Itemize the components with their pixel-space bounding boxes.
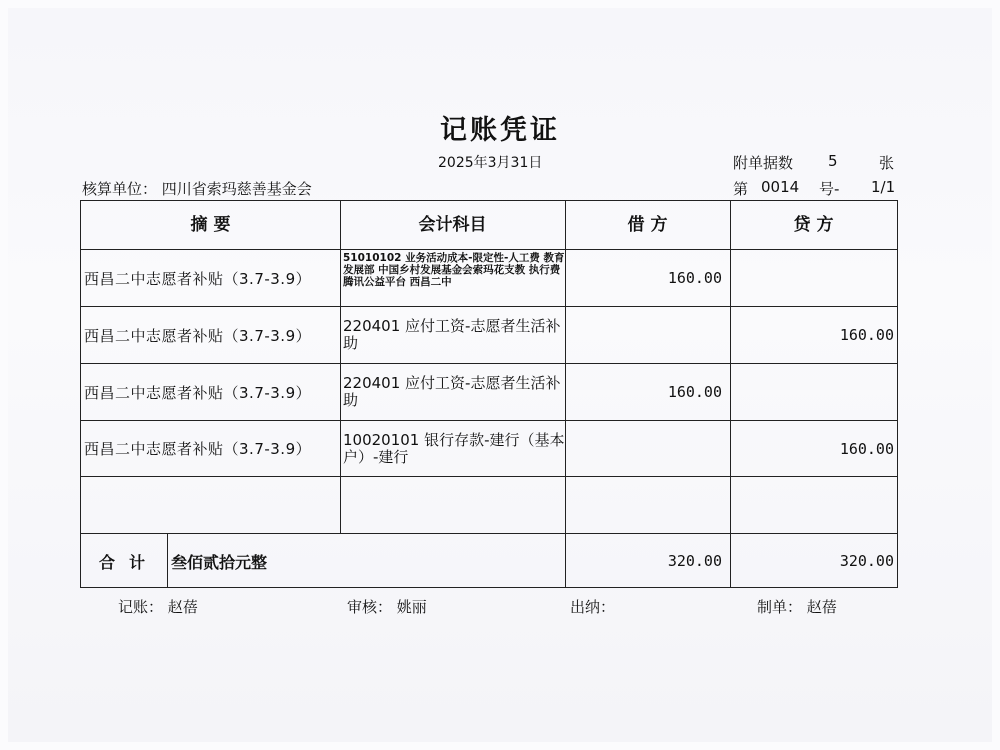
total-in-words: 叁佰贰拾元整 — [171, 552, 268, 572]
header-debit: 借 方 — [627, 215, 668, 235]
header-summary: 摘 要 — [190, 215, 231, 235]
total-label: 合计 — [98, 552, 159, 572]
row-3-debit: 160.00 — [667, 383, 722, 401]
attachment-number: 5 — [828, 152, 838, 170]
voucher-prefix: 第 — [733, 180, 749, 198]
row-2-debit — [566, 307, 726, 363]
row-4-debit — [566, 421, 726, 476]
voucher-page: 1/1 — [871, 178, 896, 196]
bookkeeper-signature: 记账： 赵蓓 — [118, 598, 198, 616]
voucher-suffix: 号- — [819, 180, 840, 198]
row-1-summary: 西昌二中志愿者补贴（3.7-3.9） — [84, 269, 312, 288]
row-2-summary: 西昌二中志愿者补贴（3.7-3.9） — [84, 326, 312, 345]
row-1-account: 51010102 业务活动成本-限定性-人工费 教育发展部 中国乡村发展基金会索玛花支教 执行费 腾讯公益平台 西昌二中 — [343, 252, 565, 288]
row-3-credit — [731, 364, 898, 420]
row-2-credit: 160.00 — [839, 326, 894, 344]
row-4-summary: 西昌二中志愿者补贴（3.7-3.9） — [84, 440, 312, 458]
accounting-unit: 核算单位： 四川省索玛慈善基金会 — [82, 180, 312, 198]
attachment-unit: 张 — [879, 154, 895, 172]
row-1-debit: 160.00 — [667, 269, 722, 287]
header-credit: 贷 方 — [793, 215, 834, 235]
row-divider — [81, 476, 897, 477]
reviewer-signature: 审核： 姚丽 — [347, 598, 427, 616]
col-divider — [340, 201, 341, 533]
attachment-label: 附单据数 — [733, 154, 794, 172]
header-account: 会计科目 — [418, 215, 487, 235]
row-4-credit: 160.00 — [839, 439, 894, 458]
voucher-date: 2025年3月31日 — [438, 155, 543, 171]
row-1-credit — [731, 250, 898, 306]
row-2-account: 220401 应付工资-志愿者生活补助 — [343, 317, 561, 352]
voucher-title: 记账凭证 — [440, 115, 560, 146]
row-3-summary: 西昌二中志愿者补贴（3.7-3.9） — [84, 383, 312, 402]
voucher-table — [80, 200, 898, 588]
voucher-number-value: 0014 — [761, 178, 800, 196]
total-debit: 320.00 — [667, 552, 722, 570]
total-credit: 320.00 — [839, 552, 894, 570]
row-3-account: 220401 应付工资-志愿者生活补助 — [343, 374, 561, 409]
col-divider — [167, 533, 168, 588]
preparer-signature: 制单： 赵蓓 — [757, 598, 837, 616]
row-4-account: 10020101 银行存款-建行（基本户）-建行 — [343, 430, 565, 466]
cashier-signature: 出纳： — [570, 598, 616, 616]
